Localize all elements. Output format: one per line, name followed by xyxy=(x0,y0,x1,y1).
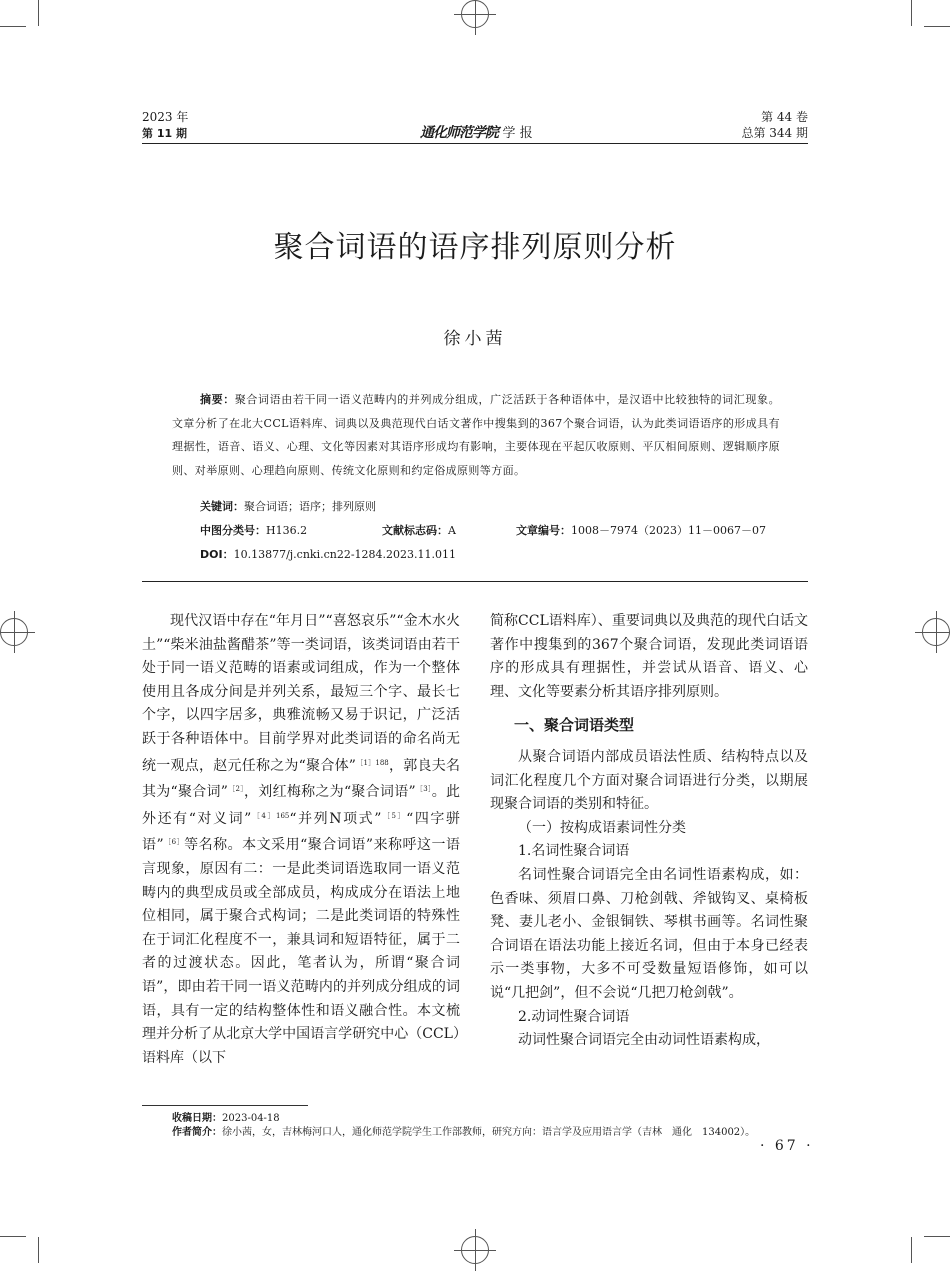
classification xyxy=(200,524,307,538)
received-value: 2023-04-18 xyxy=(222,1113,280,1124)
text-run: 。此外还有“对义词” xyxy=(142,784,460,827)
crop-mark xyxy=(38,0,39,26)
abstract-rule xyxy=(142,581,808,582)
author-bio xyxy=(172,1126,755,1140)
header-total-issue: 总第 344 期 xyxy=(741,126,808,140)
keywords xyxy=(200,500,376,514)
article-number-label: 文章编号： xyxy=(516,524,571,537)
right-column xyxy=(490,610,808,1053)
text-run: ，刘红梅称之为“聚合词语” xyxy=(244,784,416,801)
paragraph-continued: 简称CCL语料库）、重要词典以及典范的现代白话文著作中搜集到的367个聚合词语，发现此类词语语序的形成具有理据性，并尝试从语音、语义、心理、文化等要素分析其语序排列原则。 xyxy=(490,613,808,700)
keywords-label: 关键词： xyxy=(200,500,244,513)
doi-value: 10.13877/j.cnki.cn22-1284.2023.11.011 xyxy=(233,548,457,561)
text-run: 等名称。本文采用“聚合词语”来称呼这一语言现象，原因有二：一是此类词语选取同一语义范畴内的典型成员或全部成员，构成成分在语法上地位相同，属于聚合式构词；二是此类词语的特殊性在于词汇化程度不一，兼具词和短语特征，属于二者的过渡状态。因此，笔者认为，所谓“聚合词语”，即由若干同一语义范畴内的并列成分组成的词语，具有一定的结构整体性和语义融合性。本文梳理并分析了从北京大学中国语言学研究中心（CCL）语料库（以下 xyxy=(142,837,460,1066)
document-code-value: A xyxy=(448,524,456,537)
journal-suffix: 学 报 xyxy=(502,126,533,141)
header-volume: 第 44 卷 xyxy=(761,110,808,124)
text-run: ，郭良夫名其为“聚合词” xyxy=(142,757,460,801)
footnote-rule xyxy=(142,1105,308,1106)
crop-mark xyxy=(924,26,950,27)
classification-label: 中图分类号： xyxy=(200,524,266,537)
registration-mark-top xyxy=(461,0,489,28)
citation-4: ［4］165 xyxy=(251,811,290,820)
author-name: 徐小茜 xyxy=(443,329,507,349)
journal-name xyxy=(420,122,533,142)
crop-mark xyxy=(924,1236,950,1237)
crop-mark xyxy=(38,1237,39,1263)
crop-mark xyxy=(0,26,26,27)
page-number: · 67 · xyxy=(760,1138,814,1154)
paragraph-intro xyxy=(142,610,460,1070)
registration-mark-left xyxy=(0,618,28,646)
subsubsection-heading-verb: 2.动词性聚合词语 xyxy=(518,1008,630,1025)
citation-6: ［6］ xyxy=(163,838,185,847)
received-date xyxy=(172,1112,280,1126)
subsection-heading: （一）按构成语素词性分类 xyxy=(518,819,686,836)
classification-value: H136.2 xyxy=(266,524,308,537)
keywords-text: 聚合词语；语序；排列原则 xyxy=(244,500,376,513)
crop-mark xyxy=(911,1237,912,1263)
header-issue: 第 11 期 xyxy=(142,127,187,140)
crop-mark xyxy=(911,0,912,26)
left-column xyxy=(142,610,460,1070)
journal-logo: 通化师范学院 xyxy=(420,125,498,141)
article-title: 聚合词语的语序排列原则分析 xyxy=(273,230,677,265)
document-code xyxy=(382,524,456,538)
article-number-value: 1008－7974（2023）11－0067－07 xyxy=(571,524,766,537)
registration-mark-right xyxy=(922,618,950,646)
citation-2: ［2］ xyxy=(227,785,245,794)
paragraph-section-1: 从聚合词语内部成员语法性质、结构特点以及词汇化程度几个方面对聚合词语进行分类，以期展现聚合词语的类别和特征。 xyxy=(490,748,808,813)
abstract-text: 聚合词语由若干同一语义范畴内的并列成分组成，广泛活跃于各种语体中，是汉语中比较独特的词汇现象。文章分析了在北大CCL语料库、词典以及典范现代白话文著作中搜集到的367个聚合词语，认为此类词语语序的形成具有理据性，语音、语义、心理、文化等因素对其语序形成均有影响，主要体现在平起仄收原则、平仄相间原则、逻辑顺序原则、对举原则、心理趋向原则、传统文化原则和约定俗成原则等方面。 xyxy=(172,393,780,477)
document-code-label: 文献标志码： xyxy=(382,524,448,537)
abstract xyxy=(172,388,780,482)
paragraph-verb: 动词性聚合词语完全由动词性语素构成， xyxy=(518,1032,770,1049)
doi xyxy=(200,548,456,562)
crop-mark xyxy=(0,1236,26,1237)
citation-1: ［1］188 xyxy=(355,758,389,767)
article-number xyxy=(516,524,766,538)
text-run: “并列N项式” xyxy=(289,810,382,827)
received-label: 收稿日期： xyxy=(172,1113,222,1124)
text-run: 现代汉语中存在“年月日”“喜怒哀乐”“金木水火土”“柴米油盐酱醋茶”等一类词语，该类词语由若干处于同一语义范畴的语素或词组成，作为一个整体使用且各成分间是并列关系，最短三个字、最长七个字，以四字居多，典雅流畅又易于识记，广泛活跃于各种语体中。目前学界对此类词语的命名尚无统一观点，赵元任称之为“聚合体” xyxy=(142,613,460,774)
citation-3: ［3］ xyxy=(415,785,432,794)
subsubsection-heading-noun: 1.名词性聚合词语 xyxy=(518,843,630,860)
bio-label: 作者简介： xyxy=(172,1127,222,1138)
header-year: 2023 年 xyxy=(142,110,189,124)
paragraph-noun: 名词性聚合词语完全由名词性语素构成，如：色香味、须眉口鼻、刀枪剑戟、斧钺钩叉、桌椅板凳、妻儿老小、金银铜铁、琴棋书画等。名词性聚合词语在语法功能上接近名词，但由于本身已经表示一类事物，大多不可受数量短语修饰，如可以说“几把剑”，但不会说“几把刀枪剑戟”。 xyxy=(490,866,808,1001)
bio-text: 徐小茜，女，吉林梅河口人，通化师范学院学生工作部教师，研究方向：语言学及应用语言学（吉林 通化 134002）。 xyxy=(222,1127,756,1138)
doi-label: DOI： xyxy=(200,548,234,561)
registration-mark-bottom xyxy=(461,1236,489,1264)
section-heading-1: 一、聚合词语类型 xyxy=(514,716,635,735)
header-rule xyxy=(142,143,808,144)
text-run: “四字骈语” xyxy=(142,810,460,854)
abstract-label: 摘要： xyxy=(200,393,235,406)
citation-5: ［5］ xyxy=(381,811,407,820)
